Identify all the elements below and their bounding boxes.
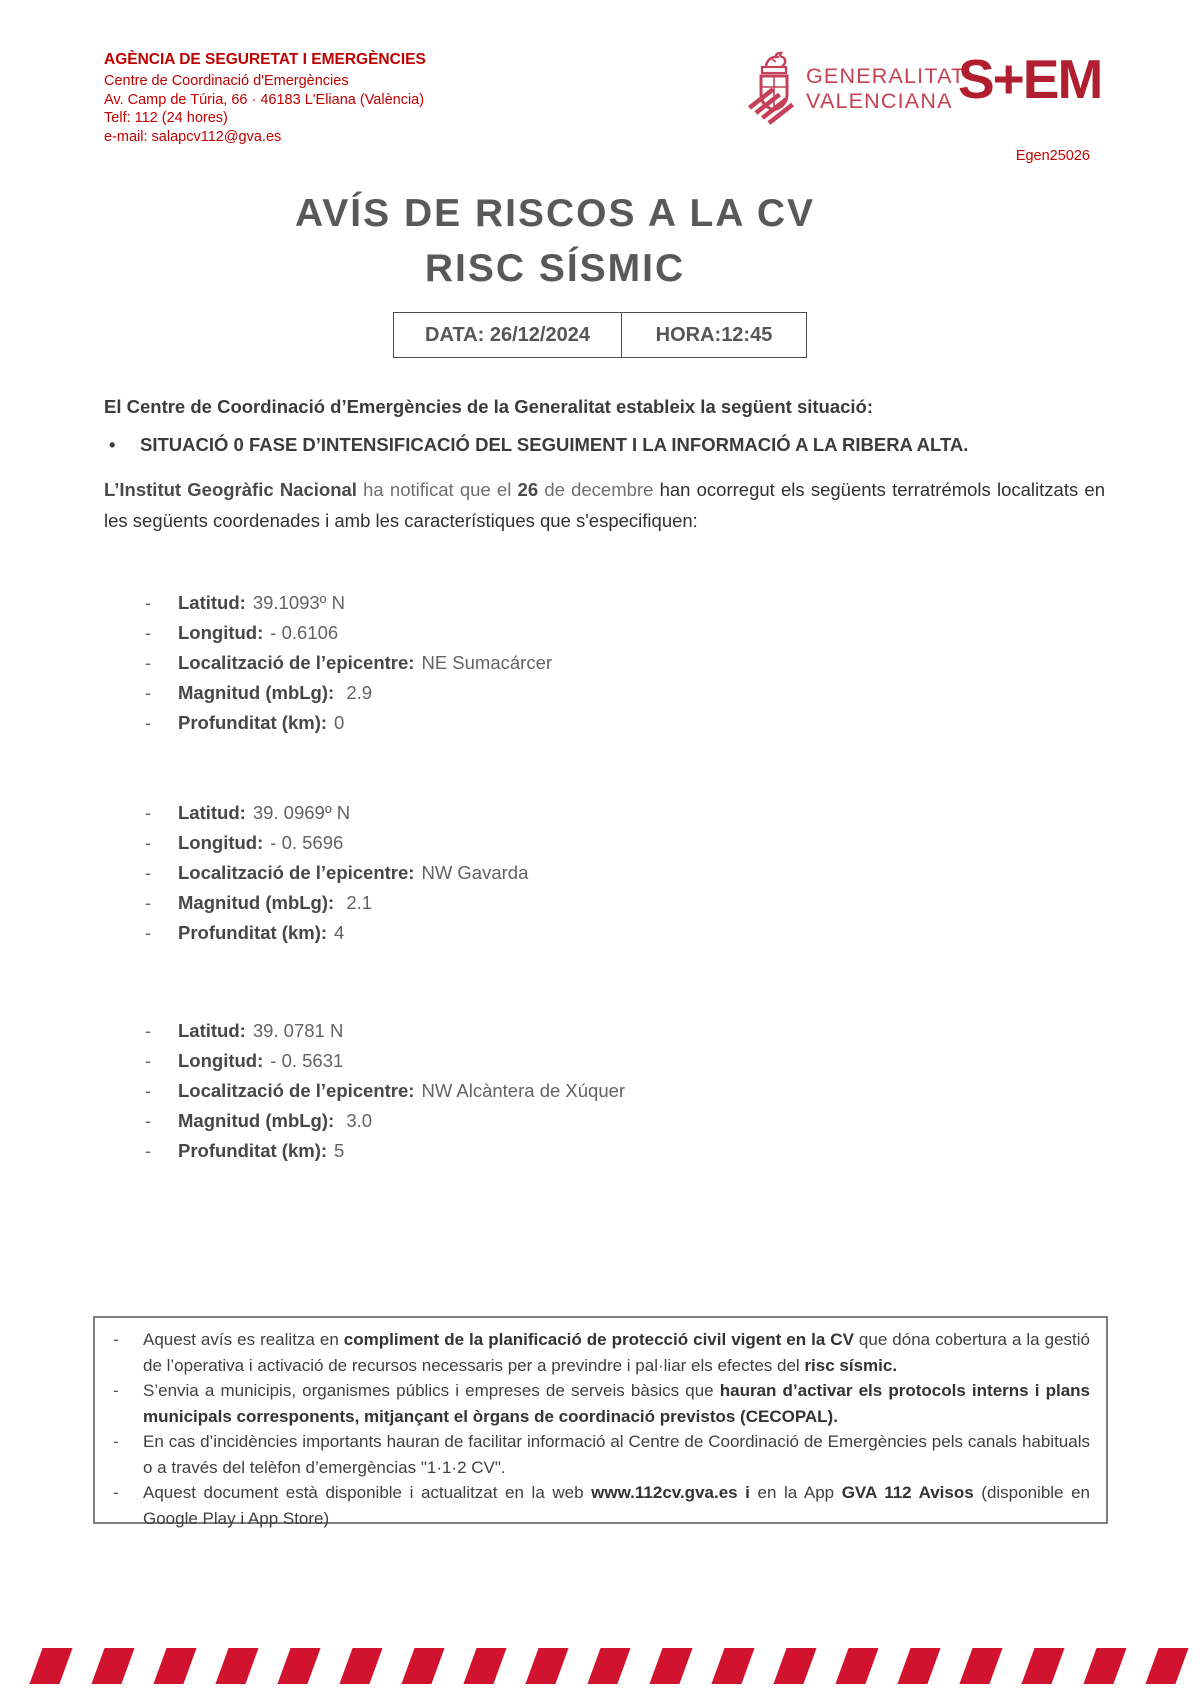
hazard-stripe bbox=[773, 1648, 816, 1684]
field-value: NW Alcàntera de Xúquer bbox=[421, 1080, 626, 1101]
hazard-stripe bbox=[91, 1648, 134, 1684]
title-line2: RISC SÍSMIC bbox=[424, 247, 686, 290]
field-label: Magnitud (mbLg): bbox=[178, 682, 335, 703]
field-label: Profunditat (km): bbox=[178, 922, 328, 943]
note-segment: GVA 112 Avisos bbox=[841, 1483, 974, 1502]
quake-longitude-line bbox=[104, 618, 864, 648]
quake-latitude-line bbox=[104, 1016, 864, 1046]
field-value: 2.9 bbox=[341, 682, 373, 703]
field-label: Latitud: bbox=[178, 592, 246, 613]
situation-bullet-row bbox=[104, 434, 1104, 456]
field-label: Localització de l’epicentre: bbox=[178, 1080, 415, 1101]
dash-bullet: - bbox=[145, 592, 152, 613]
dash-bullet: - bbox=[145, 892, 152, 913]
ign-notice-paragraph bbox=[104, 474, 1105, 536]
footer-note-4 bbox=[105, 1480, 1090, 1531]
dash-bullet: - bbox=[145, 802, 152, 823]
field-value: 39. 0969º N bbox=[252, 802, 351, 823]
quake-magnitude-line bbox=[104, 1106, 864, 1136]
title-line1: AVÍS DE RISCOS A LA CV bbox=[295, 192, 815, 235]
hazard-stripe bbox=[649, 1648, 692, 1684]
field-label: Longitud: bbox=[178, 1050, 264, 1071]
hazard-stripe bbox=[1021, 1648, 1064, 1684]
dash-bullet: - bbox=[145, 1050, 152, 1071]
dash-bullet: - bbox=[113, 1330, 119, 1349]
bullet-icon: • bbox=[109, 434, 116, 455]
dash-bullet: - bbox=[113, 1381, 119, 1400]
field-label: Magnitud (mbLg): bbox=[178, 1110, 335, 1131]
dash-bullet: - bbox=[145, 1080, 152, 1101]
date-cell: DATA: 26/12/2024 bbox=[425, 324, 590, 346]
note-segment: www.112cv.gva.es i bbox=[591, 1483, 750, 1502]
hazard-stripe bbox=[1145, 1648, 1188, 1684]
note-segment: Aquest avís es realitza en bbox=[143, 1330, 344, 1349]
quake-depth-line bbox=[104, 1136, 864, 1166]
field-value: NW Gavarda bbox=[421, 862, 529, 883]
quake-epicenter-line bbox=[104, 1076, 864, 1106]
field-value: 3.0 bbox=[341, 1110, 373, 1131]
agency-email: e-mail: salapcv112@gva.es bbox=[104, 128, 282, 145]
dash-bullet: - bbox=[145, 832, 152, 853]
hazard-stripe bbox=[897, 1648, 940, 1684]
agency-center: Centre de Coordinació d'Emergències bbox=[104, 73, 349, 89]
hazard-stripe bbox=[153, 1648, 196, 1684]
note-segment: compliment de la planificació de protecció civil vigent en la CV bbox=[343, 1330, 854, 1349]
situation-text: SITUACIÓ 0 FASE D’INTENSIFICACIÓ DEL SEGUIMENT I LA INFORMACIÓ A LA RIBERA ALTA. bbox=[140, 434, 969, 455]
field-label: Latitud: bbox=[178, 1020, 246, 1041]
note-segment: en la App bbox=[749, 1483, 842, 1502]
generalitat-emblem-icon bbox=[742, 50, 804, 145]
quake-latitude-line bbox=[104, 798, 864, 828]
agency-address: Av. Camp de Túria, 66 · 46183 L'Eliana (València) bbox=[104, 91, 425, 108]
agency-address-block bbox=[104, 50, 426, 146]
field-value: 2.1 bbox=[341, 892, 373, 913]
time-cell: HORA:12:45 bbox=[621, 313, 806, 357]
hazard-stripe bbox=[463, 1648, 506, 1684]
intro-lead: El Centre de Coordinació d’Emergències de la Generalitat estableix la següent situació: bbox=[104, 396, 874, 417]
earthquake-block-2 bbox=[104, 798, 864, 948]
notice-segment: L’Institut Geogràfic Nacional bbox=[104, 479, 364, 500]
field-label: Longitud: bbox=[178, 622, 264, 643]
field-value: 4 bbox=[334, 922, 345, 943]
quake-latitude-line bbox=[104, 588, 864, 618]
date-time-table bbox=[393, 312, 807, 358]
hazard-stripe bbox=[29, 1648, 72, 1684]
field-label: Latitud: bbox=[178, 802, 246, 823]
quake-longitude-line bbox=[104, 1046, 864, 1076]
hazard-stripe bbox=[339, 1648, 382, 1684]
field-label: Magnitud (mbLg): bbox=[178, 892, 335, 913]
quake-longitude-line bbox=[104, 828, 864, 858]
footer-info-box bbox=[93, 1316, 1108, 1528]
notice-segment: han ocorregut els següents terratrémols localitzats en les següents coordenades i amb les característiques que s'especifiquen: bbox=[104, 479, 1105, 531]
earthquake-block-3 bbox=[104, 1016, 864, 1166]
hazard-stripe bbox=[277, 1648, 320, 1684]
quake-magnitude-line bbox=[104, 888, 864, 918]
field-value: - 0.6106 bbox=[270, 622, 339, 643]
hazard-stripe bbox=[587, 1648, 630, 1684]
dash-bullet: - bbox=[145, 862, 152, 883]
agency-phone: Telf: 112 (24 hores) bbox=[104, 110, 228, 126]
hazard-stripe bbox=[401, 1648, 444, 1684]
note-segment: hauran d’activar els protocols interns i plans municipals corresponents, mitjançant el òrgans de coordinació previstos (CECOPAL). bbox=[143, 1381, 1090, 1426]
dash-bullet: - bbox=[145, 1110, 152, 1131]
generalitat-wordmark bbox=[806, 64, 965, 114]
page-title bbox=[100, 186, 1010, 296]
generalitat-line2: VALENCIANA bbox=[806, 89, 953, 113]
notice-segment: de decembre bbox=[544, 479, 660, 500]
field-value: NE Sumacárcer bbox=[421, 652, 553, 673]
notice-segment: ha notificat que el bbox=[363, 479, 518, 500]
field-label: Profunditat (km): bbox=[178, 1140, 328, 1161]
quake-epicenter-line bbox=[104, 648, 864, 678]
hazard-stripe bbox=[959, 1648, 1002, 1684]
field-label: Localització de l’epicentre: bbox=[178, 652, 415, 673]
field-value: - 0. 5631 bbox=[270, 1050, 344, 1071]
note-segment: que dóna cobertura a la gestió de l’operativa i activació de recursos necessaris per a previndre i pal·liar els efectes del bbox=[143, 1330, 1090, 1375]
dash-bullet: - bbox=[113, 1432, 119, 1451]
field-value: - 0. 5696 bbox=[270, 832, 344, 853]
dash-bullet: - bbox=[145, 682, 152, 703]
field-value: 5 bbox=[334, 1140, 345, 1161]
agency-name: AGÈNCIA DE SEGURETAT I EMERGÈNCIES bbox=[104, 51, 426, 68]
dash-bullet: - bbox=[145, 652, 152, 673]
quake-epicenter-line bbox=[104, 858, 864, 888]
note-segment: (disponible en Google Play i App Store) bbox=[143, 1483, 1090, 1528]
hazard-stripe-band bbox=[36, 1648, 1200, 1684]
document-reference: Egen25026 bbox=[1015, 148, 1090, 164]
footer-note-3 bbox=[105, 1429, 1090, 1480]
note-segment: risc sísmic. bbox=[804, 1355, 898, 1375]
field-label: Localització de l’epicentre: bbox=[178, 862, 415, 883]
field-value: 39.1093º N bbox=[252, 592, 345, 613]
quake-magnitude-line bbox=[104, 678, 864, 708]
note-segment: S’envia a municipis, organismes públics i empreses de serveis bàsics que bbox=[143, 1381, 720, 1400]
field-value: 39. 0781 N bbox=[252, 1020, 344, 1041]
quake-depth-line bbox=[104, 918, 864, 948]
notice-segment: 26 bbox=[517, 479, 545, 500]
dash-bullet: - bbox=[145, 1140, 152, 1161]
footer-note-1 bbox=[105, 1327, 1090, 1378]
dash-bullet: - bbox=[113, 1483, 119, 1502]
dash-bullet: - bbox=[145, 922, 152, 943]
field-label: Longitud: bbox=[178, 832, 264, 853]
generalitat-line1: GENERALITAT bbox=[806, 64, 966, 88]
quake-depth-line bbox=[104, 708, 864, 738]
dash-bullet: - bbox=[145, 712, 152, 733]
sem-logo: S+EM bbox=[958, 48, 1102, 110]
note-segment: En cas d’incidències importants hauran de facilitar informació al Centre de Coordinació de Emergències pels canals habituals o a través del telèfon d’emergèncias "1·1·2 CV". bbox=[143, 1432, 1090, 1477]
dash-bullet: - bbox=[145, 1020, 152, 1041]
earthquake-block-1 bbox=[104, 588, 864, 738]
hazard-stripe bbox=[835, 1648, 878, 1684]
footer-note-2 bbox=[105, 1378, 1090, 1429]
field-value: 0 bbox=[334, 712, 345, 733]
field-label: Profunditat (km): bbox=[178, 712, 328, 733]
hazard-stripe bbox=[215, 1648, 258, 1684]
dash-bullet: - bbox=[145, 622, 152, 643]
hazard-stripe bbox=[711, 1648, 754, 1684]
hazard-stripe bbox=[525, 1648, 568, 1684]
hazard-stripe bbox=[1083, 1648, 1126, 1684]
note-segment: Aquest document està disponible i actualitzat en la web bbox=[143, 1483, 592, 1502]
